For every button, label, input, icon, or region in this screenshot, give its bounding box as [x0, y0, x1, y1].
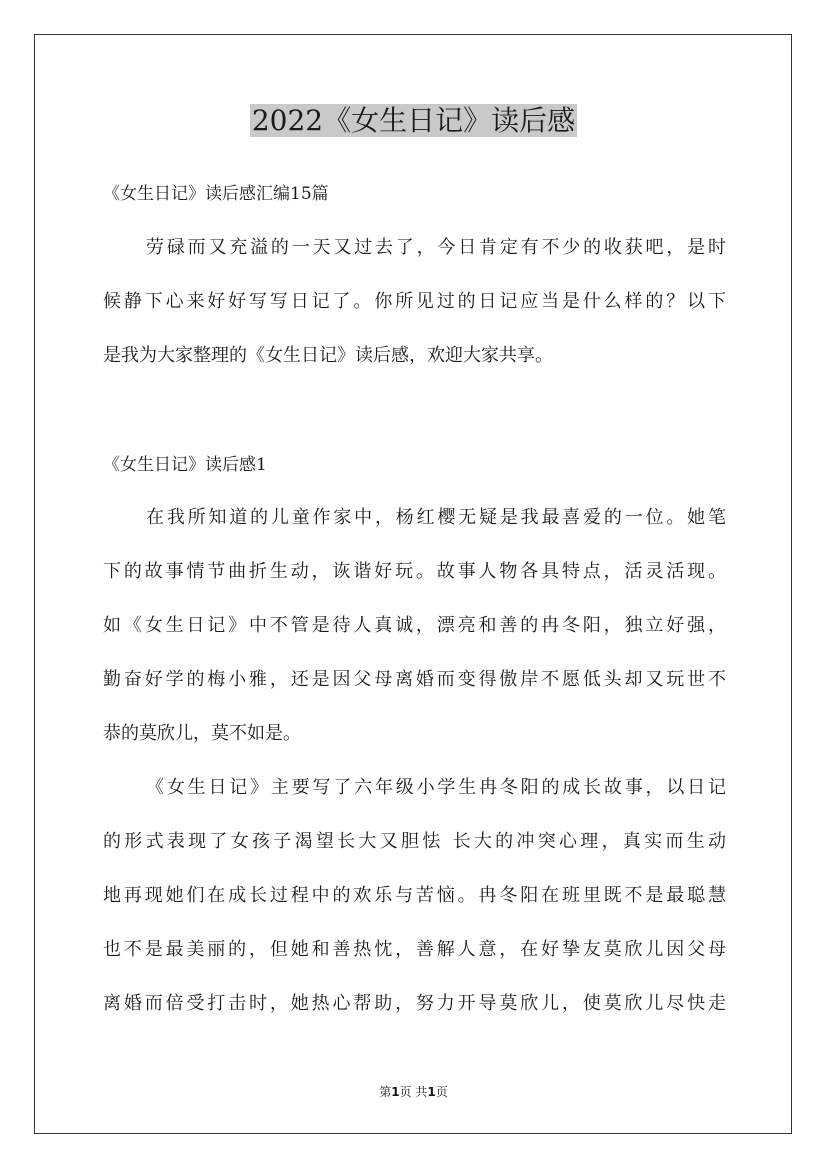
footer-page-current: 1: [391, 1085, 400, 1099]
footer-prefix: 第: [379, 1085, 392, 1099]
page-footer: [0, 1084, 827, 1100]
paragraph-line: 恭的莫欣儿，莫不如是。: [103, 723, 301, 744]
paragraph-line: 勤奋好学的梅小雅，还是因父母离婚而变得傲岸不愿低头却又玩世不: [103, 669, 726, 690]
paragraph-line: 的形式表现了女孩子渴望长大又胆怯 长大的冲突心理，真实而生动: [103, 831, 726, 852]
section-heading: 《女生日记》读后感1: [103, 455, 267, 475]
intro-line: 劳碌而又充溢的一天又过去了，今日肯定有不少的收获吧，是时: [146, 237, 726, 258]
paragraph-line: 如《女生日记》中不管是待人真诚，漂亮和善的冉冬阳，独立好强，: [103, 615, 726, 636]
paragraph-line: 离婚而倍受打击时，她热心帮助，努力开导莫欣儿，使莫欣儿尽快走: [103, 993, 726, 1014]
footer-page-total: 1: [427, 1085, 436, 1099]
footer-mid: 页 共: [399, 1085, 428, 1099]
intro-line: 是我为大家整理的《女生日记》读后感，欢迎大家共享。: [103, 345, 553, 366]
document-title-text: 2022《女生日记》读后感: [251, 104, 576, 137]
paragraph-line: 下的故事情节曲折生动，诙谐好玩。故事人物各具特点，活灵活现。: [103, 561, 726, 582]
paragraph-line: 《女生日记》主要写了六年级小学生冉冬阳的成长故事，以日记: [146, 777, 726, 798]
intro-line: 候静下心来好好写写日记了。你所见过的日记应当是什么样的？以下: [103, 291, 726, 312]
paragraph-line: 在我所知道的儿童作家中，杨红樱无疑是我最喜爱的一位。她笔: [146, 507, 726, 528]
footer-suffix: 页: [435, 1085, 448, 1099]
document-subtitle: 《女生日记》读后感汇编15篇: [103, 184, 329, 204]
paragraph-line: 也不是最美丽的，但她和善热忱，善解人意，在好挚友莫欣儿因父母: [103, 939, 726, 960]
document-title: [0, 101, 827, 141]
paragraph-line: 地再现她们在成长过程中的欢乐与苦恼。冉冬阳在班里既不是最聪慧: [103, 885, 726, 906]
